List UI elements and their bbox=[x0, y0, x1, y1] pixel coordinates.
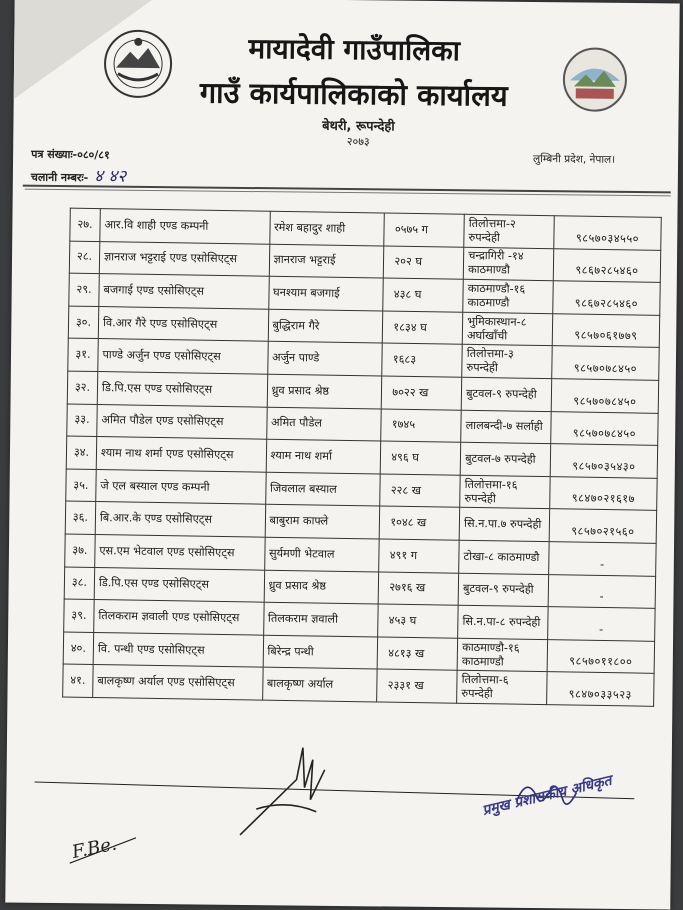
phone-number-cell: ९८५७०७८४५० bbox=[551, 411, 658, 445]
serial-number-cell: ३९. bbox=[64, 599, 94, 632]
address-cell: बुटवल-९ रुपन्देही bbox=[461, 377, 551, 411]
officer-designation: प्रमुख प्रशासकीय अधिकृत bbox=[480, 772, 614, 819]
phone-number-cell: ९८६७२८५४६० bbox=[553, 248, 660, 282]
serial-number-cell: २८. bbox=[69, 241, 99, 274]
svg-text:F.Be.: F.Be. bbox=[70, 833, 119, 864]
municipality-name: मायादेवी गाउँपालिका bbox=[248, 31, 461, 68]
owner-name-cell: बुद्धिराम गैरे bbox=[268, 309, 383, 343]
address-cell: लालबन्दी-७ सर्लाही bbox=[461, 410, 551, 444]
firm-name-cell: बजगाई एण्ड एसोसिएट्स bbox=[99, 274, 269, 309]
owner-name-cell: रमेश बहादुर शाही bbox=[269, 211, 384, 245]
firm-name-cell: वि. पन्थी एण्ड एसोसिएट्स bbox=[93, 632, 263, 667]
registration-number-cell: ४३८ घ bbox=[383, 278, 463, 312]
dispatch-number bbox=[31, 163, 127, 187]
owner-name-cell: ध्रुव प्रसाद श्रेष्ठ bbox=[267, 374, 382, 408]
registration-number-cell: ४९१ ग bbox=[379, 539, 459, 573]
phone-number-cell: ९८६७२८५४६० bbox=[553, 281, 660, 315]
document-page bbox=[5, 0, 679, 909]
address-cell: तिलोत्तमा-६ रुपन्देही bbox=[457, 671, 547, 705]
serial-number-cell: २९. bbox=[69, 273, 99, 306]
registration-number-cell: ४८१३ ख bbox=[377, 637, 457, 671]
owner-name-cell: बाबुराम काफ्ले bbox=[265, 505, 380, 539]
serial-number-cell: ३२. bbox=[67, 371, 97, 404]
dispatch-number-label: चलानी नम्बरः- bbox=[30, 170, 89, 185]
owner-name-cell: बालकृष्ण अर्याल bbox=[262, 667, 377, 701]
registration-number-cell: ४५३ घ bbox=[378, 604, 458, 638]
owner-name-cell: अर्जुन पाण्डे bbox=[267, 342, 382, 376]
phone-number-cell: - bbox=[548, 574, 655, 608]
phone-number-cell: - bbox=[549, 542, 656, 576]
address-cell: तिलोत्तमा-३ रुपन्देही bbox=[462, 345, 552, 379]
established-year: २०७३ bbox=[346, 135, 370, 149]
registration-number-cell: २२८ ख bbox=[380, 474, 460, 508]
owner-name-cell: श्याम नाथ शर्मा bbox=[266, 439, 381, 473]
address-cell: काठमाण्डौ-१६ काठमाण्डौ bbox=[457, 638, 547, 672]
address-cell: भुमिकास्थान-८ अर्घाखाँची bbox=[462, 312, 552, 346]
address-cell: सि.न.पा.७ रुपन्देही bbox=[459, 508, 549, 542]
serial-number-cell: ३४. bbox=[66, 436, 96, 469]
owner-name-cell: अमित पौडेल bbox=[266, 407, 381, 441]
office-name: गाउँ कार्यपालिकाको कार्यालय bbox=[199, 75, 508, 113]
serial-number-cell: ३१. bbox=[68, 338, 98, 371]
letter-number: पत्र संख्याः-०८०/८१ bbox=[31, 147, 110, 162]
owner-name-cell: ध्रुव प्रसाद श्रेष्ठ bbox=[264, 570, 379, 604]
serial-number-cell: २७. bbox=[70, 208, 100, 241]
registration-number-cell: १०४८ ख bbox=[380, 506, 460, 540]
municipality-logo-icon bbox=[562, 46, 629, 113]
firm-name-cell: आर.वि शाही एण्ड कम्पनी bbox=[100, 209, 270, 244]
province-label: लुम्बिनी प्रदेश, नेपाल। bbox=[533, 152, 616, 166]
serial-number-cell: ४१. bbox=[63, 664, 93, 697]
firm-list-table bbox=[62, 208, 662, 707]
registration-number-cell: २०२ घ bbox=[384, 246, 464, 280]
serial-number-cell: ३५. bbox=[66, 469, 96, 502]
registration-number-cell: २३३१ ख bbox=[377, 669, 457, 703]
address-cell: बुटवल-९ रुपन्देही bbox=[458, 573, 548, 607]
firm-name-cell: बि.आर.के एण्ड एसोसिएट्स bbox=[95, 502, 265, 537]
firm-name-cell: तिलकराम ज्ञवाली एण्ड एसोसिएट्स bbox=[94, 600, 264, 635]
registration-number-cell: १८३४ घ bbox=[383, 311, 463, 345]
owner-name-cell: सुर्यमणी भेटवाल bbox=[264, 537, 379, 571]
address-cell: चन्द्रागिरी -१४ काठमाण्डौ bbox=[463, 247, 553, 281]
phone-number-cell: ९८४७०३३५२३ bbox=[547, 672, 654, 706]
owner-name-cell: घनश्याम बजगाई bbox=[268, 276, 383, 310]
serial-number-cell: ३३. bbox=[67, 404, 97, 437]
firm-name-cell: एस.एम भेटवाल एण्ड एसोसिएट्स bbox=[95, 534, 265, 569]
firm-name-cell: ज्ञानराज भट्टराई एण्ड एसोसिएट्स bbox=[99, 241, 269, 276]
address-cell: तिलोत्तमा-२ रुपन्देही bbox=[464, 214, 554, 248]
phone-number-cell: - bbox=[548, 607, 655, 641]
serial-number-cell: ३६. bbox=[65, 501, 95, 534]
owner-name-cell: तिलकराम ज्ञवाली bbox=[263, 602, 378, 636]
phone-number-cell: ९८५७०६१७७९ bbox=[552, 313, 659, 347]
phone-number-cell: ९८५७०२१५६० bbox=[549, 509, 656, 543]
address-cell: तिलोत्तमा-१६ रुपन्देही bbox=[460, 475, 550, 509]
serial-number-cell: ३७. bbox=[65, 534, 95, 567]
office-address: बेथरी, रूपन्देही bbox=[322, 118, 395, 135]
dispatch-number-value: ४ ४२ bbox=[94, 166, 127, 187]
owner-name-cell: जिवलाल बस्याल bbox=[265, 472, 380, 506]
owner-name-cell: ज्ञानराज भट्टराई bbox=[269, 244, 384, 278]
firm-name-cell: जे एल बस्याल एण्ड कम्पनी bbox=[96, 469, 266, 504]
firm-name-cell: डि.पि.एस एण्ड एसोसिएट्स bbox=[97, 372, 267, 407]
firm-name-cell: श्याम नाथ शर्मा एण्ड एसोसिएट्स bbox=[96, 437, 266, 472]
registration-number-cell: ०५७५ ग bbox=[384, 213, 464, 247]
registration-number-cell: १७४५ bbox=[381, 409, 461, 443]
registration-number-cell: २७१६ ख bbox=[378, 572, 458, 606]
registration-number-cell: ४९६ घ bbox=[381, 441, 461, 475]
phone-number-cell: ९८५७०७८४५० bbox=[552, 346, 659, 380]
phone-number-cell: ९८५७०११८०० bbox=[547, 639, 654, 673]
firm-name-cell: अमित पौडेल एण्ड एसोसिएट्स bbox=[97, 404, 267, 439]
initials-signature bbox=[66, 817, 157, 868]
firm-name-cell: वि.आर गैरे एण्ड एसोसिएट्स bbox=[98, 306, 268, 341]
firm-name-cell: डि.पि.एस एण्ड एसोसिएट्स bbox=[94, 567, 264, 602]
firm-name-cell: बालकृष्ण अर्याल एण्ड एसोसिएट्स bbox=[93, 665, 263, 700]
serial-number-cell: ३०. bbox=[68, 306, 98, 339]
phone-number-cell: ९८४७०२१६१७ bbox=[550, 476, 657, 510]
registration-number-cell: ७०२२ ख bbox=[382, 376, 462, 410]
address-cell: टोखा-८ काठमाण्डौ bbox=[459, 540, 549, 574]
address-cell: सि.न.पा-८ रुपन्देही bbox=[458, 605, 548, 639]
address-cell: काठमाण्डौ-१६ काठमाण्डौ bbox=[463, 279, 553, 313]
handwritten-signature-left bbox=[236, 739, 337, 840]
serial-number-cell: ४०. bbox=[63, 632, 93, 665]
phone-number-cell: ९८५७०३५४३० bbox=[550, 444, 657, 478]
phone-number-cell: ९८५७०७८४५० bbox=[551, 379, 658, 413]
address-cell: बुटवल-७ रुपन्देही bbox=[460, 442, 550, 476]
owner-name-cell: बिरेन्द्र पन्थी bbox=[263, 635, 378, 669]
serial-number-cell: ३८. bbox=[64, 567, 94, 600]
registration-number-cell: १६८३ bbox=[382, 343, 462, 377]
phone-number-cell: ९८५७०३४५५० bbox=[554, 216, 661, 250]
firm-name-cell: पाण्डे अर्जुन एण्ड एसोसिएट्स bbox=[98, 339, 268, 374]
